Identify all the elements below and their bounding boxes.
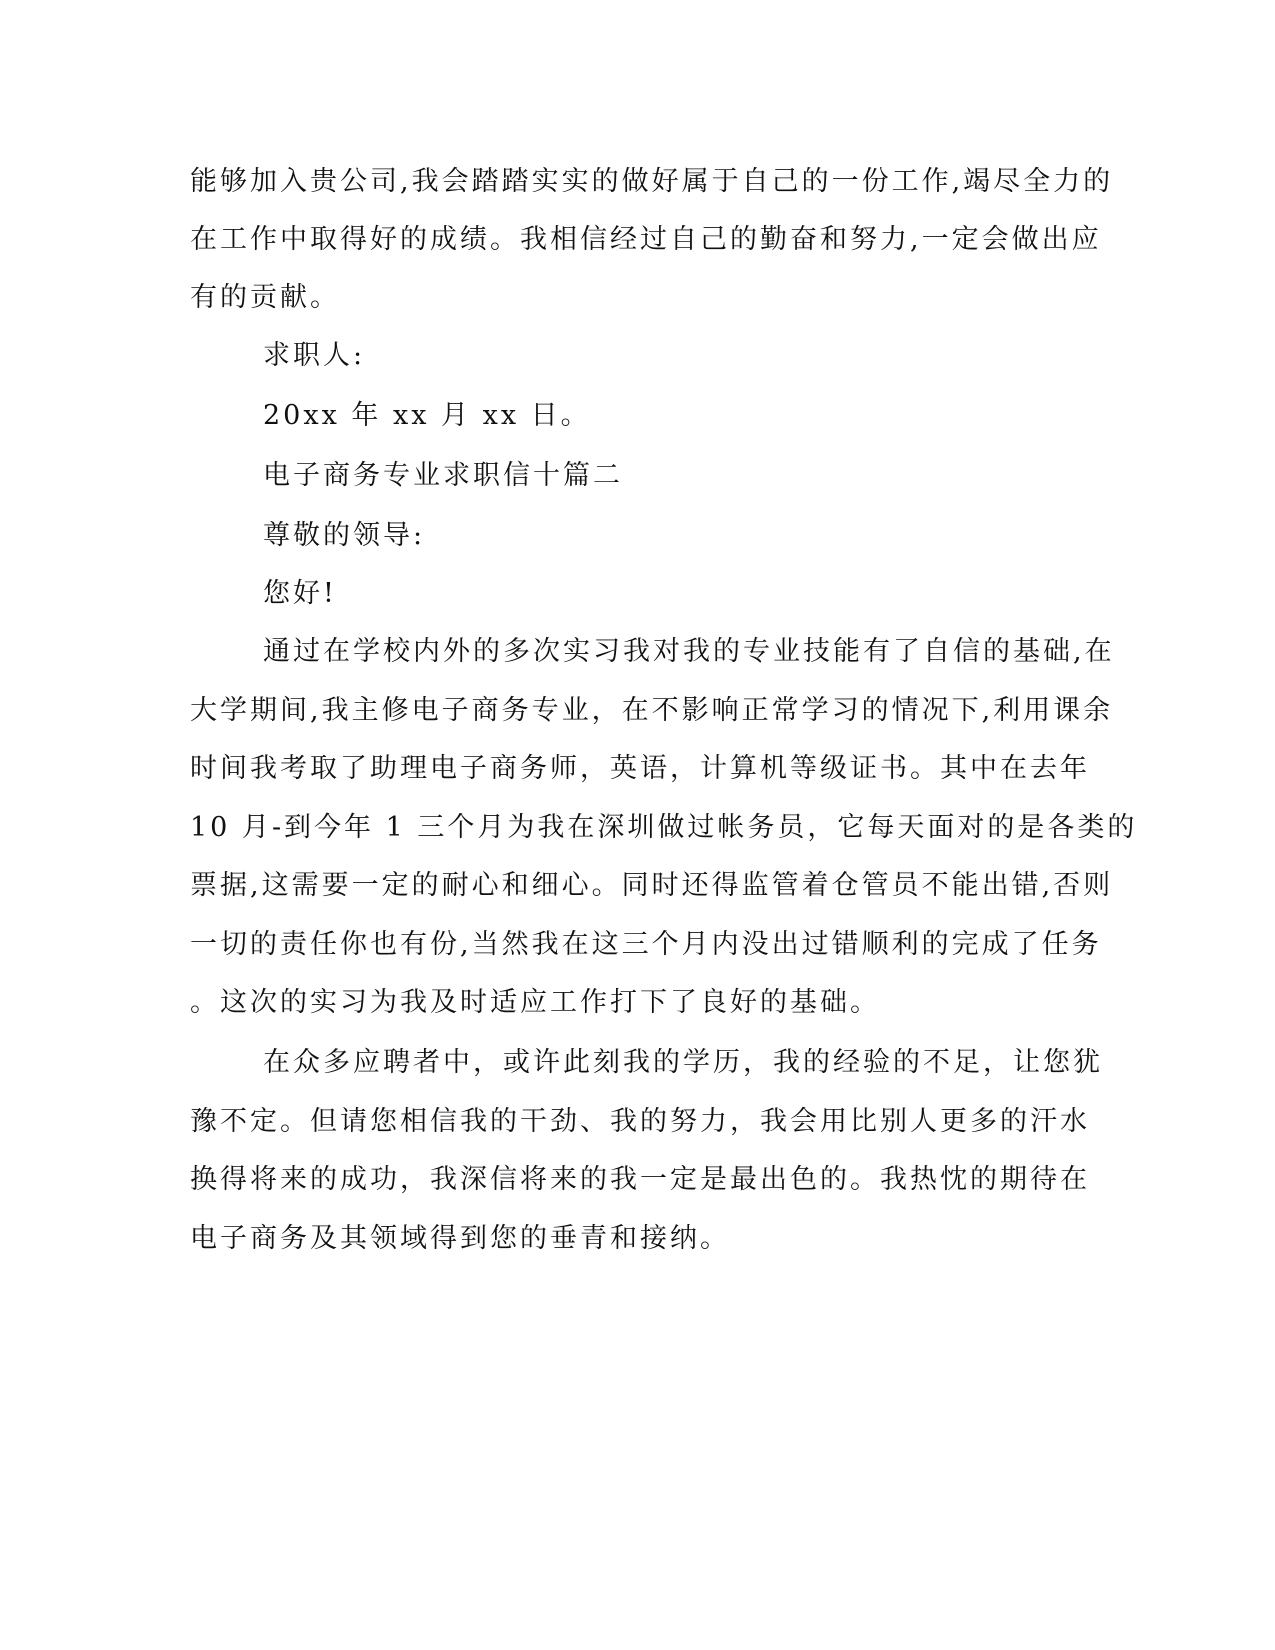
date-line: 20xx 年 xx 月 xx 日。 [263,400,591,431]
body-text-line: 在工作中取得好的成绩。我相信经过自己的勤奋和努力,一定会做出应 [190,224,1102,255]
paragraph-line: 时间我考取了助理电子商务师，英语，计算机等级证书。其中在去年 [190,753,1090,784]
salutation: 尊敬的领导: [263,520,426,551]
body-text-line: 有的贡献。 [190,282,340,313]
paragraph-line: 换得将来的成功，我深信将来的我一定是最出色的。我热忱的期待在 [190,1164,1090,1195]
paragraph-line: 通过在学校内外的多次实习我对我的专业技能有了自信的基础,在 [263,636,1115,667]
paragraph-line: 一切的责任你也有份,当然我在这三个月内没出过错顺利的完成了任务 [190,929,1102,960]
section-title: 电子商务专业求职信十篇二 [263,460,623,491]
paragraph-line: 电子商务及其领域得到您的垂青和接纳。 [190,1223,730,1254]
body-text-line: 能够加入贵公司,我会踏踏实实的做好属于自己的一份工作,竭尽全力的 [190,166,1114,197]
paragraph-line: 10 月-到今年 1 三个月为我在深圳做过帐务员，它每天面对的是各类的 [190,812,1138,843]
paragraph-line: 票据,这需要一定的耐心和细心。同时还得监管着仓管员不能出错,否则 [190,870,1114,901]
signature-label: 求职人: [263,340,366,371]
paragraph-line: 在众多应聘者中，或许此刻我的学历，我的经验的不足，让您犹 [263,1047,1103,1078]
paragraph-line: 大学期间,我主修电子商务专业，在不影响正常学习的情况下,利用课余 [190,695,1114,726]
paragraph-line: 。这次的实习为我及时适应工作打下了良好的基础。 [190,987,880,1018]
greeting: 您好! [263,578,337,609]
paragraph-line: 豫不定。但请您相信我的干劲、我的努力，我会用比别人更多的汗水 [190,1106,1090,1137]
